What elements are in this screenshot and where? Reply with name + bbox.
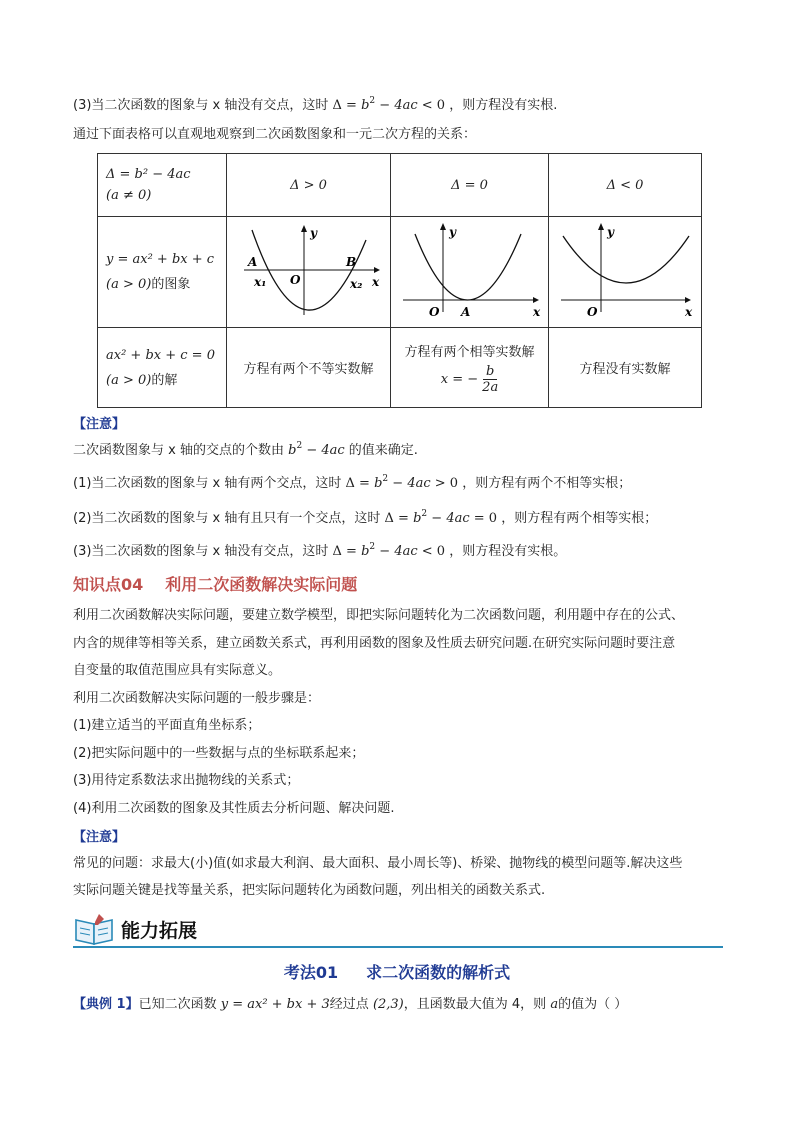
step-item: (4)利用二次函数的图象及其性质去分析问题、解决问题.: [73, 801, 395, 816]
table-cell: 方程有两个相等实数解 x = − $\frac{b}{2a}$: [391, 328, 549, 408]
table-row-label: y = ax² + bx + c (a > 0)的图象: [98, 217, 227, 328]
svg-text:y: y: [448, 225, 456, 239]
svg-text:x: x: [371, 275, 379, 289]
step-item: (1)建立适当的平面直角坐标系；: [73, 718, 261, 733]
svg-text:x₁: x₁: [253, 275, 266, 289]
svg-text:x: x: [532, 305, 540, 319]
svg-text:y: y: [309, 226, 317, 240]
paragraph-line: 通过下面表格可以直观地观察到二次函数图象和一元二次方程的关系：: [73, 127, 477, 142]
graph-no-root: [549, 217, 702, 328]
note-line: (2)当二次函数的图象与 x 轴有且只有一个交点，这时 $\Delta = b^2 - 4ac = 0$ ，则方程有两个相等实根；: [73, 509, 658, 526]
body-line: 利用二次函数解决实际问题，要建立数学模型，即把实际问题转化为二次函数问题，利用题中存在的公式、: [73, 608, 685, 623]
note-line: (1)当二次函数的图象与 x 轴有两个交点，这时 $\Delta = b^2 - 4ac > 0$ ，则方程有两个不相等实根；: [73, 474, 632, 491]
svg-text:A: A: [247, 255, 257, 269]
example-line: 【典例 1】已知二次函数 y = ax² + bx + 3经过点 (2,3)，且函数最大值为 4，则 a的值为（ ）: [73, 997, 628, 1012]
table-cell: 方程没有实数解: [549, 328, 702, 408]
delta-formula: $\Delta = b^2 - 4ac < 0$: [332, 96, 446, 113]
paragraph-line: (3)当二次函数的图象与 x 轴没有交点，这时 $\Delta = b^2 - 4ac < 0$ ，则方程没有实根.: [73, 96, 558, 113]
banner-title: 能力拓展: [121, 920, 198, 942]
discriminant-table: [97, 153, 702, 408]
note-line: (3)当二次函数的图象与 x 轴没有交点，这时 $\Delta = b^2 - 4ac < 0$ ，则方程没有实根。: [73, 542, 567, 559]
graph-two-roots: [227, 217, 391, 328]
step-item: (2)把实际问题中的一些数据与点的坐标联系起来；: [73, 746, 365, 761]
parabola-no-root: [553, 220, 698, 320]
table-header-cell: Δ = b² − 4ac (a ≠ 0): [98, 154, 227, 217]
body-line: 常见的问题：求最大(小)值(如求最大利润、最大面积、最小周长等)、桥梁、抛物线的模型问题等.解决这些: [73, 856, 683, 871]
note-label: 【注意】: [73, 830, 126, 845]
book-icon: [73, 912, 117, 946]
step-item: (3)用待定系数法求出抛物线的关系式；: [73, 773, 300, 788]
table-header-cell: Δ = 0: [391, 154, 549, 217]
section-banner: [73, 912, 723, 948]
svg-text:O: O: [428, 305, 439, 319]
table-cell: 方程有两个不等实数解: [227, 328, 391, 408]
parabola-two-roots: [234, 220, 384, 320]
body-line: 利用二次函数解决实际问题的一般步骤是：: [73, 691, 321, 706]
svg-text:O: O: [289, 273, 300, 287]
svg-text:x: x: [684, 305, 692, 319]
svg-text:A: A: [460, 305, 470, 319]
svg-text:x₂: x₂: [349, 277, 362, 291]
section-heading: 知识点04 利用二次函数解决实际问题: [73, 575, 358, 594]
note-line: 二次函数图象与 x 轴的交点的个数由 $b^2 - 4ac$ 的值来确定.: [73, 441, 418, 458]
svg-text:y: y: [606, 225, 614, 239]
svg-text:B: B: [345, 255, 356, 269]
table-header-cell: Δ < 0: [549, 154, 702, 217]
body-line: 实际问题关键是找等量关系，把实际问题转化为函数问题，列出相关的函数关系式.: [73, 883, 546, 898]
table-row-label: ax² + bx + c = 0 (a > 0)的解: [98, 328, 227, 408]
banner-divider: [73, 946, 723, 948]
body-line: 内含的规律等相等关系，建立函数关系式，再利用函数的图象及性质去研究问题.在研究实际问题时要注意: [73, 636, 676, 651]
table-header-cell: Δ > 0: [227, 154, 391, 217]
body-line: 自变量的取值范围应具有实际意义。: [73, 663, 282, 678]
parabola-one-root: [395, 220, 545, 320]
note-label: 【注意】: [73, 417, 126, 432]
svg-text:O: O: [586, 305, 597, 319]
graph-one-root: [391, 217, 549, 328]
method-heading: 考法01 求二次函数的解析式: [283, 963, 511, 982]
